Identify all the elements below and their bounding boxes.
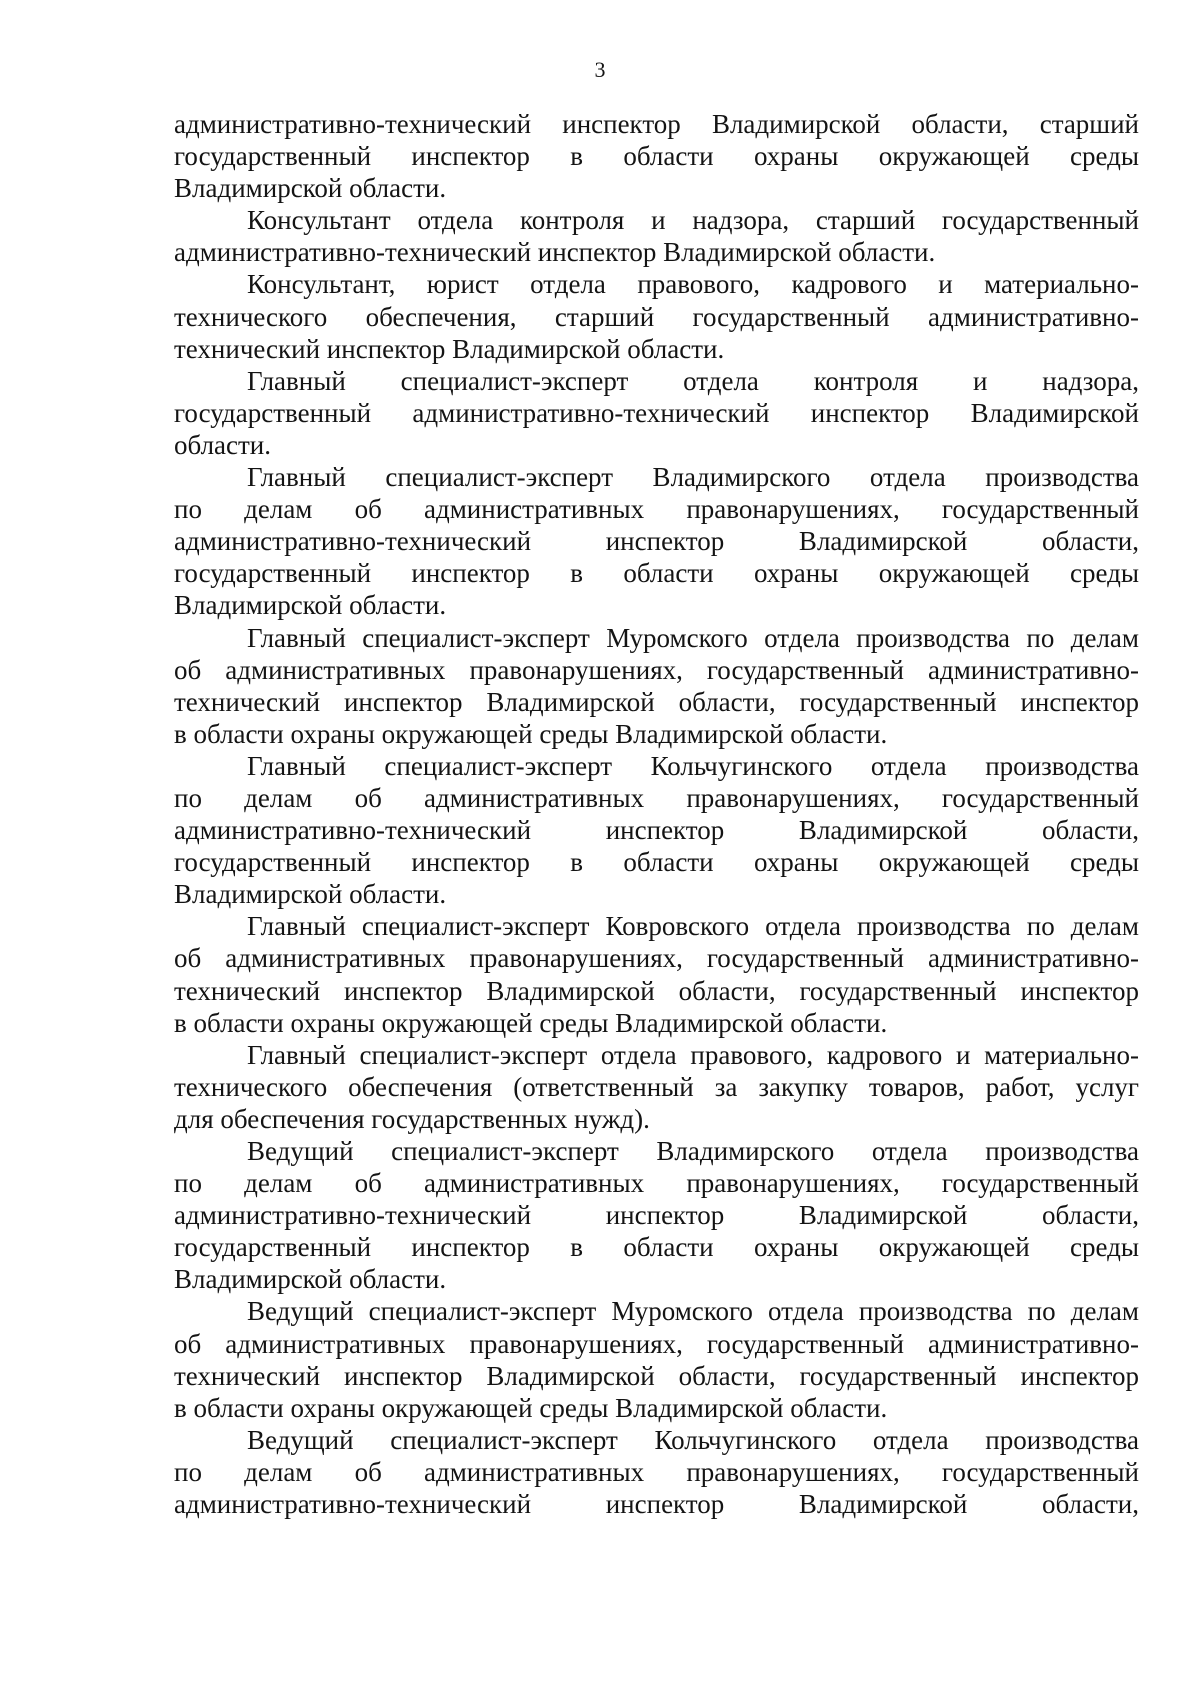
text-line: государственный инспектор в области охраны окружающей среды	[174, 847, 1139, 878]
text-line: по делам об административных правонарушениях, государственный	[174, 782, 1139, 813]
text-line: Ведущий специалист-эксперт Владимирского отдела производства	[247, 1136, 1139, 1166]
text-line: Владимирской области.	[174, 879, 447, 910]
paragraph	[174, 365, 1139, 461]
text-line: технического обеспечения (ответственный за закупку товаров, работ, услуг	[174, 1071, 1139, 1102]
paragraph	[174, 108, 1139, 204]
text-line: Консультант отдела контроля и надзора, старший государственный	[247, 205, 1139, 236]
paragraph	[174, 1135, 1139, 1295]
text-line: по делам об административных правонарушениях, государственный	[174, 1456, 1139, 1487]
text-line: государственный инспектор в области охраны окружающей среды	[174, 558, 1139, 589]
paragraph	[174, 910, 1139, 1038]
paragraph	[174, 1424, 1139, 1520]
text-line: Консультант, юрист отдела правового, кадрового и материально-	[247, 269, 1139, 300]
text-line: административно-технический инспектор Владимирской области,	[174, 526, 1139, 557]
paragraph	[174, 1295, 1139, 1423]
text-line: по делам об административных правонарушениях, государственный	[174, 494, 1139, 525]
text-line: Главный специалист-эксперт Ковровского отдела производства по делам	[247, 911, 1139, 942]
text-line: Владимирской области.	[174, 590, 447, 621]
document-body	[174, 108, 1139, 1520]
text-line: в области охраны окружающей среды Владимирской области.	[174, 1392, 888, 1423]
text-line: административно-технический инспектор Владимирской области, старший	[174, 109, 1139, 139]
text-line: технический инспектор Владимирской области, государственный инспектор	[174, 1360, 1139, 1391]
text-line: для обеспечения государственных нужд).	[174, 1103, 650, 1134]
text-line: об административных правонарушениях, государственный административно-	[174, 654, 1139, 685]
text-line: в области охраны окружающей среды Владимирской области.	[174, 1007, 888, 1038]
text-line: технический инспектор Владимирской области, государственный инспектор	[174, 975, 1139, 1006]
paragraph	[174, 268, 1139, 364]
text-line: административно-технический инспектор Владимирской области,	[174, 1200, 1139, 1231]
text-line: об административных правонарушениях, государственный административно-	[174, 1328, 1139, 1359]
text-line: по делам об административных правонарушениях, государственный	[174, 1168, 1139, 1199]
text-line: Главный специалист-эксперт Кольчугинского отдела производства	[247, 750, 1139, 781]
text-line: административно-технический инспектор Владимирской области,	[174, 1489, 1139, 1520]
paragraph	[174, 1039, 1139, 1135]
text-line: Главный специалист-эксперт отдела контроля и надзора,	[247, 365, 1139, 396]
text-line: Главный специалист-эксперт отдела правового, кадрового и материально-	[247, 1039, 1139, 1070]
text-line: технического обеспечения, старший государственный административно-	[174, 301, 1139, 332]
text-line: государственный административно-технический инспектор Владимирской	[174, 397, 1139, 428]
text-line: Ведущий специалист-эксперт Муромского отдела производства по делам	[247, 1296, 1139, 1327]
text-line: Ведущий специалист-эксперт Кольчугинского отдела производства	[247, 1424, 1139, 1455]
text-line: в области охраны окружающей среды Владимирской области.	[174, 718, 888, 749]
text-line: Главный специалист-эксперт Владимирского отдела производства	[247, 462, 1139, 493]
text-line: технический инспектор Владимирской области, государственный инспектор	[174, 686, 1139, 717]
text-line: об административных правонарушениях, государственный административно-	[174, 943, 1139, 974]
text-line: административно-технический инспектор Владимирской области.	[174, 237, 936, 268]
text-line: административно-технический инспектор Владимирской области,	[174, 815, 1139, 846]
text-line: Главный специалист-эксперт Муромского отдела производства по делам	[247, 622, 1139, 653]
text-line: Владимирской области.	[174, 173, 447, 204]
text-line: государственный инспектор в области охраны окружающей среды	[174, 141, 1139, 172]
paragraph	[174, 461, 1139, 621]
text-line: Владимирской области.	[174, 1264, 447, 1295]
page-number: 3	[594, 57, 606, 82]
paragraph	[174, 622, 1139, 750]
text-line: области.	[174, 429, 272, 460]
paragraph	[174, 750, 1139, 910]
paragraph	[174, 204, 1139, 268]
text-line: государственный инспектор в области охраны окружающей среды	[174, 1232, 1139, 1263]
text-line: технический инспектор Владимирской области.	[174, 333, 725, 364]
